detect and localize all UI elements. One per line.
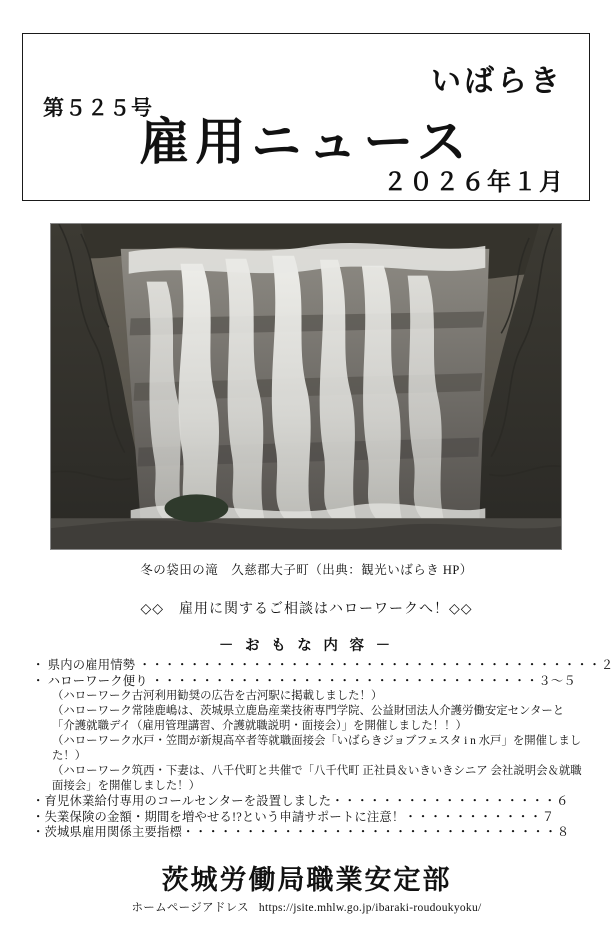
list-item-note: （ハローワーク筑西・下妻は、八千代町と共催で「八千代町 正社員＆いきいきシニア 会社説明会＆就職面接会」を開催しました！） <box>52 765 582 792</box>
frozen-waterfall-photo <box>50 223 562 550</box>
list-item-note: （ハローワーク古河利用勧奨の広告を古河駅に掲載しました！） <box>52 690 383 702</box>
url-value[interactable]: https://jsite.mhlw.go.jp/ibaraki-roudoukyoku/ <box>258 902 482 914</box>
table-of-contents <box>28 658 613 841</box>
contents-heading: － お も な 内 容 － <box>218 638 395 654</box>
list-item[interactable]: ・ ハローワーク便り ・・・・・・・・・・・・・・・・・・・・・・・・・・・・・・・３〜５ <box>32 673 576 688</box>
organization-name: 茨城労働局職業安定部 <box>161 865 452 896</box>
consultation-banner: ◇◇ 雇用に関するご相談はハローワークへ！◇◇ <box>140 602 473 617</box>
list-item[interactable]: ・ 県内の雇用情勢 ・・・・・・・・・・・・・・・・・・・・・・・・・・・・・・・・・・・・・２ <box>32 658 613 672</box>
url-label: ホームページアドレス <box>131 902 249 914</box>
list-item-note: （ハローワーク常陸鹿嶋は、茨城県立鹿島産業技術専門学院、公益財団法人介護労働安定センターと「介護就職デイ（雇用管理講習、介護就職説明・面接会）」を開催しました！！） <box>52 705 565 732</box>
masthead <box>22 33 590 201</box>
waterfall-illustration <box>51 224 561 549</box>
page-title: 雇用ニュース <box>139 114 473 170</box>
issue-date: ２０２６年１月 <box>383 170 565 196</box>
photo-caption: 冬の袋田の滝 久慈郡大子町（出典：観光いばらき HP） <box>140 563 473 577</box>
list-item[interactable]: ・育児休業給付専用のコールセンターを設置しました・・・・・・・・・・・・・・・・・・６ <box>32 794 569 808</box>
issue-number: 第５２５号 <box>43 96 153 120</box>
list-item[interactable]: ・茨城県雇用関係主要指標・・・・・・・・・・・・・・・・・・・・・・・・・・・・・・８ <box>32 825 570 839</box>
publication-name: いばらき <box>431 65 563 98</box>
website-address <box>0 899 613 915</box>
list-item-note: （ハローワーク水戸・笠間が新規高卒者等就職面接会「いばらきジョブフェスタ i n 水戸」を開催しました！） <box>52 735 582 762</box>
list-item[interactable]: ・失業保険の金額・期間を増やせる!?という申請サポートに注意！・・・・・・・・・・・７ <box>32 809 555 824</box>
